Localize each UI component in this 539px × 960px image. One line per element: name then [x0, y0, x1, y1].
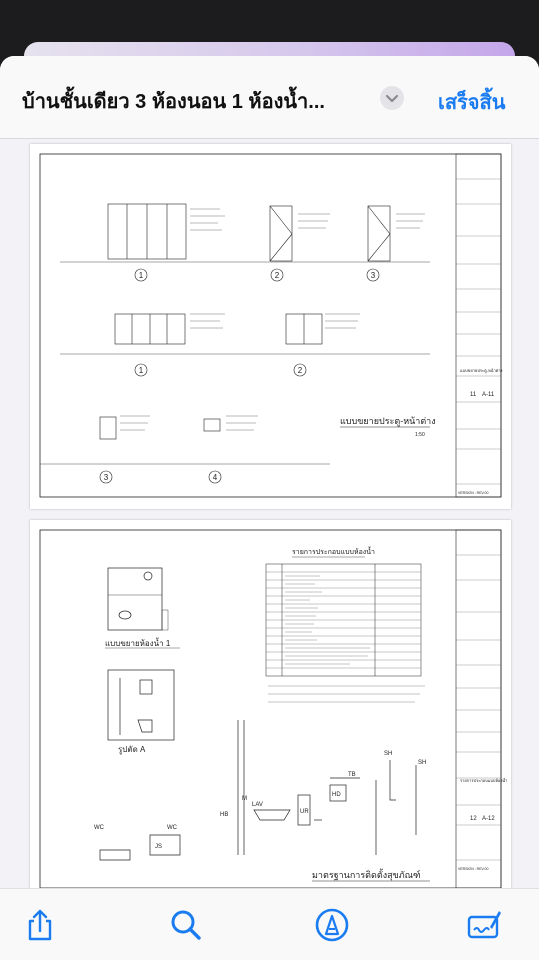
search-button[interactable] [168, 907, 204, 943]
markup-pen-icon [314, 907, 350, 943]
fixture-tag: HB [220, 812, 229, 818]
fixture-tag: LAV [252, 802, 263, 808]
fixture-tag: JS [155, 844, 163, 850]
fixture-tag: WC [167, 825, 177, 831]
sheet-number: A-12 [482, 816, 495, 822]
done-button[interactable]: เสร็จสิ้น [438, 92, 506, 114]
section-label: รูปตัด A [118, 745, 146, 754]
page-heading: มาตรฐานการติดตั้งสุขภัณฑ์ [312, 870, 421, 880]
fixture-tag: WC [94, 825, 104, 831]
sheet-title: แบบขยายประตู-หน้าต่าง [460, 368, 503, 373]
document-preview-sheet [0, 56, 539, 960]
sheet-index: 11 [470, 392, 477, 398]
fixture-tag: M [242, 796, 247, 802]
circle-label: 3 [103, 473, 109, 482]
search-icon [168, 907, 204, 943]
circle-label: 2 [297, 366, 303, 375]
fixture-tag: SH [384, 751, 393, 757]
circle-label: 1 [138, 366, 144, 375]
markup-button[interactable] [314, 907, 350, 943]
fixture-tag: UR [300, 809, 309, 815]
share-button[interactable] [22, 907, 58, 943]
share-icon [22, 907, 58, 943]
circle-label: 1 [138, 271, 144, 280]
sheet-title: รายการประกอบแบบห้องน้ำ [460, 778, 508, 783]
bottom-toolbar [0, 888, 539, 960]
version-label: VERSION : REV.00 [458, 491, 489, 495]
scale-label: 1:50 [415, 432, 425, 438]
pdf-page-2[interactable] [30, 520, 511, 888]
fixture-tag: SH [418, 760, 427, 766]
page-heading: แบบขยายประตู-หน้าต่าง [340, 416, 436, 426]
pdf-page-1[interactable] [30, 144, 511, 509]
document-title[interactable]: บ้านชั้นเดียว 3 ห้องนอน 1 ห้องน้ำ... [22, 91, 325, 113]
annotate-button[interactable] [466, 907, 502, 943]
circle-label: 4 [212, 473, 218, 482]
table-title: รายการประกอบแบบห้องน้ำ [292, 549, 375, 556]
circle-label: 3 [370, 271, 376, 280]
fixture-tag: HD [332, 792, 341, 798]
title-menu-button[interactable] [380, 86, 404, 110]
annotate-signature-icon [466, 907, 502, 943]
plan-heading: แบบขยายห้องน้ำ 1 [105, 639, 171, 648]
chevron-down-icon [380, 86, 404, 110]
fixture-tag: TB [348, 772, 356, 778]
header-bar [0, 56, 539, 139]
sheet-number: A-11 [482, 392, 495, 398]
sheet-index: 12 [470, 816, 477, 822]
circle-label: 2 [274, 271, 280, 280]
version-label: VERSION : REV.00 [458, 867, 489, 871]
